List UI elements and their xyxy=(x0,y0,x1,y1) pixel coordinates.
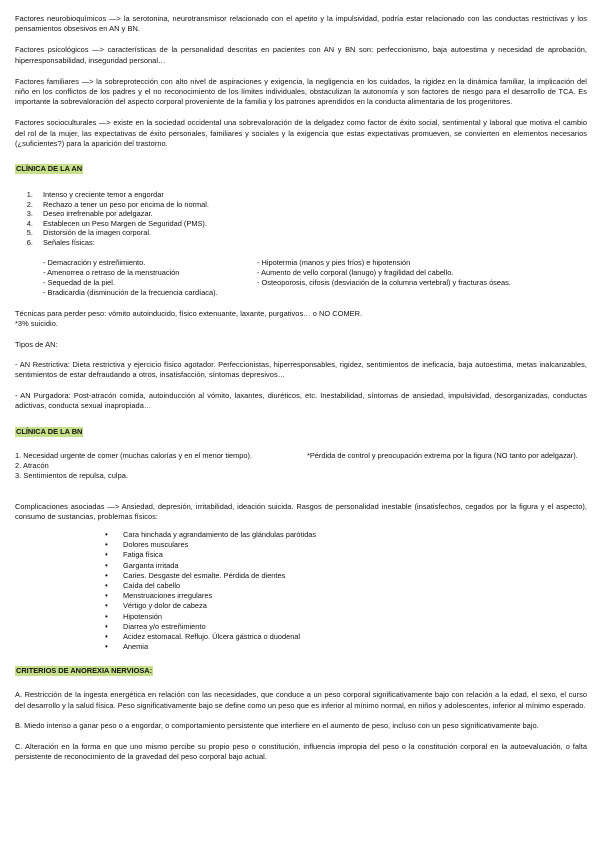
list-item: • Cara hinchada y agrandamiento de las glándulas parótidas xyxy=(123,530,587,540)
type-purgative: - AN Purgadora: Post-atracón comida, autoinducción al vómito, laxantes, diuréticos, etc. Inestabilidad, síntomas de ansiedad, impulsividad, desorganizadas, conductas adictivas, conducta sexual inapropiada… xyxy=(15,390,587,410)
criterion-a: A. Restricción de la ingesta energética en relación con las necesidades, que conduce a un peso corporal significativamente bajo con relación a la edad, el sexo, el curso del desarrollo y la salud física. Peso significativamente bajo se define como un peso que es inferior al mínimo normal, en niños y adolescentes, inferior al mínimo esperado. xyxy=(15,690,587,710)
sign-item: - Hipotermia (manos y pies fríos) e hipotensión xyxy=(257,257,411,267)
sign-item: - Sequedad de la piel. xyxy=(43,277,115,287)
physical-signs xyxy=(43,258,587,298)
list-item: • Diarrea y/o estreñimiento xyxy=(123,622,587,632)
paragraph-neurobiochemical: Factores neurobioquímicos —> la serotonina, neurotransmisor relacionado con el apetito y la impulsividad, podría estar relacionado con las conductas restrictivas y los pensamientos obsesivos en AN y BN. xyxy=(15,14,587,34)
list-item: • Menstruaciones irregulares xyxy=(123,591,587,601)
an-clinical-list xyxy=(15,190,587,248)
paragraph-psychological: Factores psicológicos —> características de la personalidad descritas en pacientes con AN y BN son: perfeccionismo, baja autoestima y necesidad de aprobación, hiperresponsabilidad, inseguridad personal… xyxy=(15,45,587,65)
complications-paragraph: Complicaciones asociadas —> Ansiedad, depresión, irritabilidad, ideación suicida. Rasgos de personalidad inestable (insatisfechos, cegados por la figura y el aspecto), consumo de sustancias, problemas físicos: xyxy=(15,501,587,521)
list-item: • Caída del cabello xyxy=(123,581,587,591)
type-restrictive: - AN Restrictiva: Dieta restrictiva y ejercicio físico agotador. Perfeccionistas, hiperresponsables, rigidez, sentimientos de ineficacia, baja autoestima, metas inalcanzables, sentimientos de estar defraudando a otros, insatisfacción, síntomas depresivos… xyxy=(15,360,587,380)
bn-item-text: 1. Necesidad urgente de comer (muchas calorías y en el menor tiempo). xyxy=(15,451,253,461)
bn-item-note: *Pérdida de control y preocupación extrema por la figura (NO tanto por adelgazar). xyxy=(307,451,578,461)
sign-item: - Amenorrea o retraso de la menstruación xyxy=(43,267,180,277)
list-item: 4. Establecen un Peso Margen de Seguridad (PMS). xyxy=(35,219,587,229)
list-item: 3. Deseo irrefrenable por adelgazar. xyxy=(35,209,587,219)
list-item: • Garganta irritada xyxy=(123,561,587,571)
physical-signs-left xyxy=(43,258,257,298)
list-item: • Hipotensión xyxy=(123,612,587,622)
bn-item-2: 2. Atracón xyxy=(15,461,49,471)
criterion-b: B. Miedo intenso a ganar peso o a engordar, o comportamiento persistente que interfiere en el aumento de peso, incluso con un peso significativamente bajo. xyxy=(15,720,539,730)
list-item: • Vértigo y dolor de cabeza xyxy=(123,601,587,611)
list-item: • Fatiga física xyxy=(123,550,587,560)
document-page xyxy=(15,14,587,762)
physical-problems-list xyxy=(15,530,587,652)
sign-item: - Osteoporosis, cifosis (desviación de la columna vertebral) y fracturas óseas. xyxy=(257,277,511,287)
list-item: • Acidez estomacal. Reflujo. Úlcera gástrica o duodenal xyxy=(123,632,587,642)
criterion-c: C. Alteración en la forma en que uno mismo percibe su propio peso o constitución, influencia impropia del peso o la constitución corporal en la autoevaluación, o falta persistente de reconocimiento de la gravedad del peso corporal bajo actual. xyxy=(15,742,587,762)
sign-item: - Demacración y estreñimiento. xyxy=(43,257,146,267)
list-item: 2. Rechazo a tener un peso por encima de lo normal. xyxy=(35,200,587,210)
bn-item-3: 3. Sentimientos de repulsa, culpa. xyxy=(15,471,129,481)
suicide-note: *3% suicidio. xyxy=(15,318,58,328)
list-item: • Dolores musculares xyxy=(123,540,587,550)
heading-clinica-bn: CLÍNICA DE LA BN xyxy=(16,427,83,437)
sign-item: - Aumento de vello corporal (lanugo) y fragilidad del cabello. xyxy=(257,267,454,277)
heading-criterios-an: CRITERIOS DE ANOREXIA NERVIOSA: xyxy=(16,666,153,676)
list-item: 1. Intenso y creciente temor a engordar xyxy=(35,190,587,200)
weight-loss-techniques: Técnicas para perder peso: vómito autoinducido, físico extenuante, laxante, purgativos… o NO COMER. xyxy=(15,308,363,318)
list-item: 6. Señales físicas: xyxy=(35,238,587,248)
list-item: • Anemia xyxy=(123,642,587,652)
bn-item-1 xyxy=(15,451,587,461)
list-item: 5. Distorsión de la imagen corporal. xyxy=(35,228,587,238)
types-title: Tipos de AN: xyxy=(15,340,58,349)
list-item: • Caries. Desgaste del esmalte. Pérdida de dientes xyxy=(123,571,587,581)
sign-item: - Bradicardia (disminución de la frecuencia cardíaca). xyxy=(43,287,218,297)
paragraph-family: Factores familiares —> la sobreprotección con alto nivel de aspiraciones y exigencia, la negligencia en los cuidados, la rigidez en la dinámica familiar, la implicación del niño en los conflictos de los padres y el no reconocimiento de los límites individuales, obstaculizan la autonomía y son factores de riesgo para el desarrollo de TCA. Es importante la sobrevaloración del aspecto corporal proveniente de la familia y los patrones aprendidos en la conducta alimentaria de los progenitores. xyxy=(15,76,587,107)
heading-clinica-an: CLÍNICA DE LA AN xyxy=(16,164,83,174)
physical-signs-right xyxy=(257,258,557,298)
paragraph-sociocultural: Factores socioculturales —> existe en la sociedad occidental una sobrevaloración de la delgadez como factor de éxito social, sentimental y laboral que motiva el cambio del rol de la mujer, las expectativas de éxito personales, familiares y sociales y la exigencia que estas expectativas promueven, se convierten en elementos necesarios (¿suficientes?) para la aparición del trastorno. xyxy=(15,118,587,148)
